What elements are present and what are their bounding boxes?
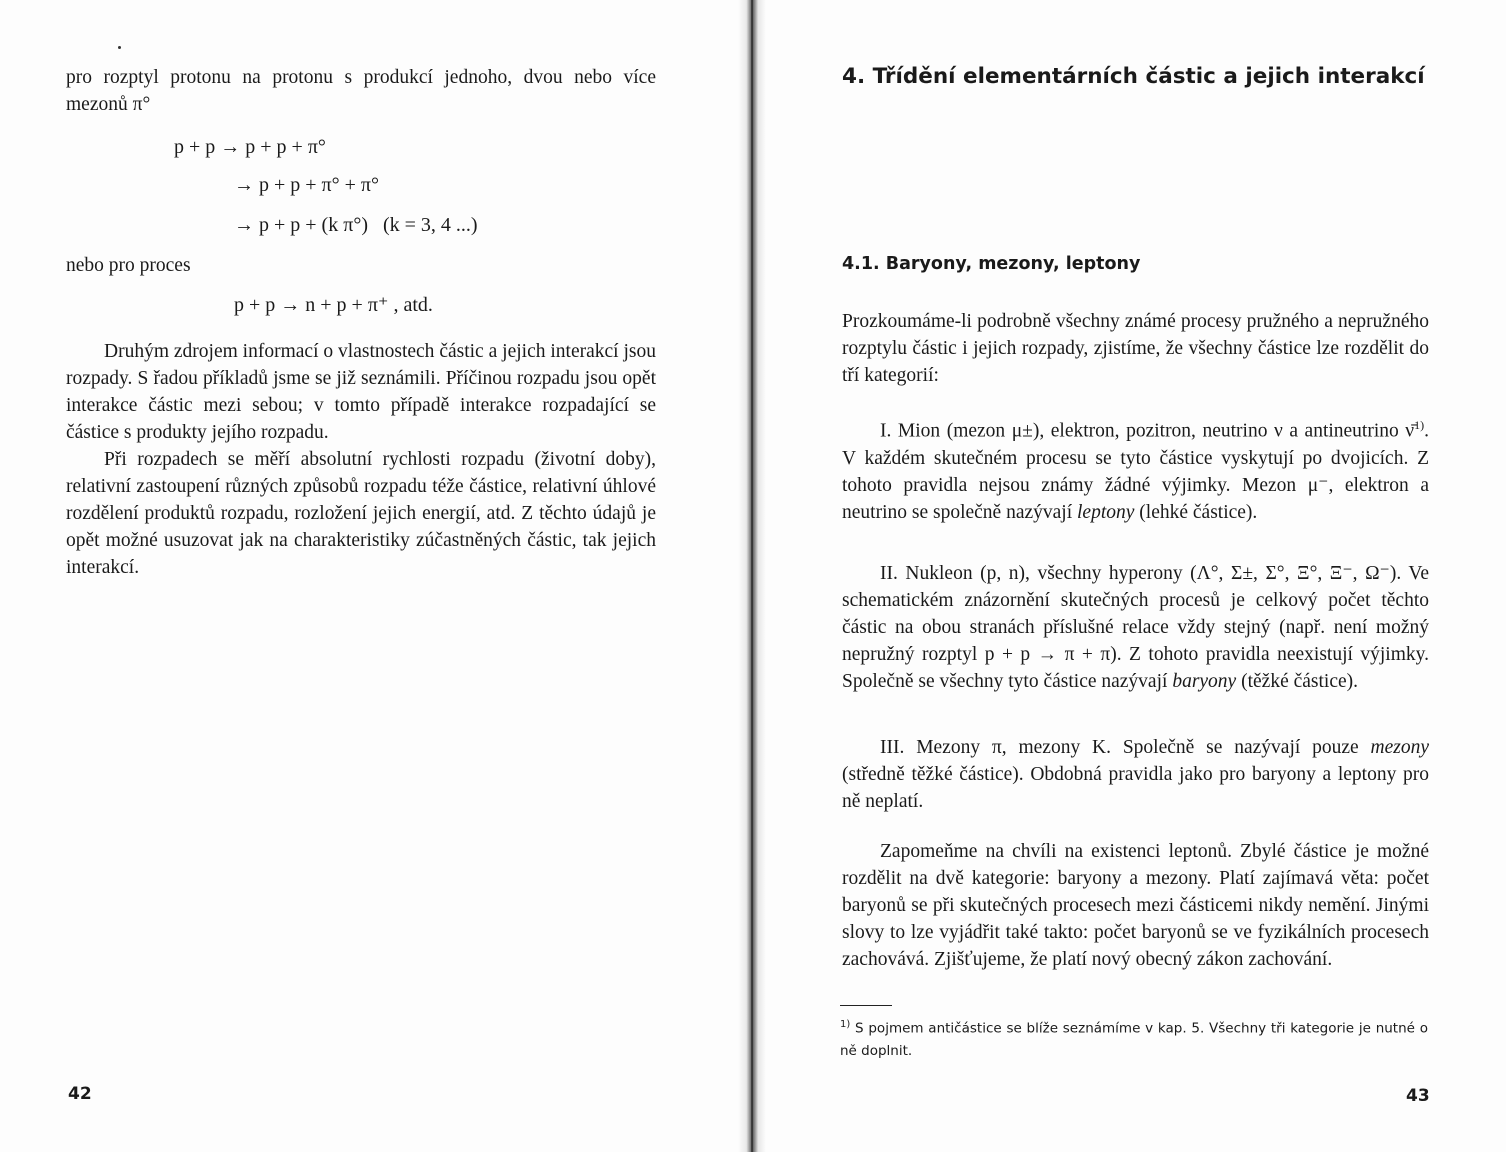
or-process-text: nebo pro proces <box>66 255 191 276</box>
chapter-title: 4. Třídění elementárních částic a jejich interakcí <box>842 64 1425 89</box>
equation-4: p + p → n + p + π⁺ , atd. <box>234 294 433 316</box>
page-number-left: 42 <box>68 1084 92 1104</box>
category-2-paragraph: II. Nukleon (p, n), všechny hyperony (Λ°, Σ±, Σ°, Ξ°, Ξ⁻, Ω⁻). Ve schematickém znázornění skutečných procesů je celkový počet těchto částic na obou stranách příslušné relace vždy stejný (např. není možný nepružný rozptyl p + p → π + π). Z tohoto pravidla neexistují výjimky. Společně se všechny tyto částice nazývají baryony (těžké částice). <box>842 563 1429 692</box>
equation-2: → p + p + π° + π° <box>234 174 380 196</box>
paragraph-measurements: Při rozpadech se měří absolutní rychlosti rozpadu (životní doby), relativní zastoupení různých způsobů rozpadu téže částice, relativní úhlové rozdělení produktů rozpadu, rozložení jejich energií, atd. Z těchto údajů je opět možné usuzovat jak na charakteristiky zúčastněných částic, tak jejich interakcí. <box>66 449 656 578</box>
equation-1: p + p → p + p + π° <box>174 136 326 158</box>
intro-text: pro rozptyl protonu na protonu s produkcí jednoho, dvou nebo více mezonů π° <box>66 67 656 115</box>
term-baryony: baryony <box>1172 671 1237 692</box>
footnote: $^{1)}$ S pojmem antičástice se blíže seznámíme v kap. 5. Všechny tři kategorie je nutné o ně doplnit. <box>840 1019 1428 1059</box>
left-page <box>0 0 740 1152</box>
page-number-right: 43 <box>1406 1086 1430 1106</box>
section-title: 4.1. Baryony, mezony, leptony <box>842 254 1141 274</box>
footnote-rule <box>840 1005 892 1006</box>
section-intro: Prozkoumáme-li podrobně všechny známé procesy pružného a nepružného rozptylu částic i jejich rozpady, zjistíme, že všechny částice lze rozdělit do tří kategorií: <box>842 311 1429 386</box>
equation-3: → p + p + (k π°) (k = 3, 4 ...) <box>234 214 478 236</box>
footnote-reference: 1) <box>1414 418 1425 432</box>
conservation-paragraph: Zapomeňme na chvíli na existenci leptonů. Zbylé částice je možné rozdělit na dvě kategorie: baryony a mezony. Platí zajímavá věta: počet baryonů se při skutečných procesech mezi částicemi nikdy nemění. Jinými slovy to lze vyjádřit také takto: počet baryonů se ve fyzikálních procesech zachovává. Zjišťujeme, že platí nový obecný zákon zachování. <box>842 841 1429 970</box>
speck <box>118 46 121 49</box>
right-page <box>766 0 1506 1152</box>
book-gutter <box>738 0 766 1152</box>
category-1-paragraph: I. Mion (mezon μ±), elektron, pozitron, neutrino ν a antineutrino ν̄$^{1)}$. V každém skutečném procesu se tyto částice vyskytují po dvojicích. Z tohoto pravidla nejsou známy žádné výjimky. Mezon μ⁻, elektron a neutrino se společně nazývají leptony (lehké částice). <box>842 418 1429 523</box>
paragraph-decays: Druhým zdrojem informací o vlastnostech částic a jejich interakcí jsou rozpady. S řadou příkladů jsme se již seznámili. Příčinou rozpadu jsou opět interakce částic mezi sebou; v tomto případě interakce rozpadající se částice s produkty jejího rozpadu. <box>66 341 656 443</box>
term-leptony: leptony <box>1077 501 1135 523</box>
category-3-paragraph: III. Mezony π, mezony K. Společně se nazývají pouze mezony (středně těžké částice). Obdobná pravidla jako pro baryony a leptony pro ně neplatí. <box>842 737 1429 812</box>
footnote-mark: 1) <box>840 1019 851 1030</box>
term-mezony: mezony <box>1370 737 1429 758</box>
